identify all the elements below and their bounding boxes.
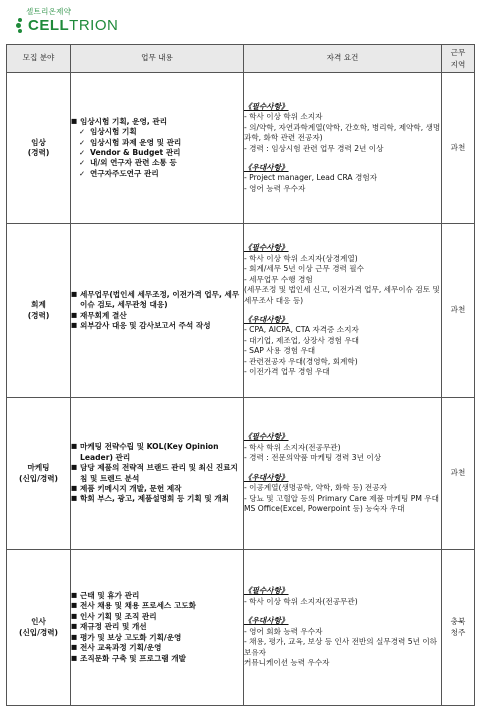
preferred-item: - CPA, AICPA, CTA 자격증 소지자 bbox=[244, 325, 359, 335]
duty-item: ■ 근태 및 휴가 관리 bbox=[71, 591, 243, 601]
company-logo bbox=[8, 6, 208, 36]
table-header-row bbox=[7, 45, 475, 73]
section-spacer bbox=[244, 154, 441, 163]
required-item: - 학사 이상 학위 소지자(전공무관) bbox=[244, 596, 358, 606]
duty-subitem: ✓ 임상시험 과제 운영 및 관리 bbox=[71, 138, 243, 148]
duty-item: ■ 학회 부스, 광고, 제품설명회 등 기획 및 개최 bbox=[71, 494, 243, 504]
duty-item: ■ 평가 및 보상 고도화 기획/운영 bbox=[71, 633, 243, 643]
table-row bbox=[7, 73, 475, 224]
section-spacer bbox=[244, 306, 441, 315]
qualifications-cell bbox=[244, 73, 442, 224]
required-item: - 의/약학, 자연과학계열(약학, 간호학, 병리학, 제약학, 생명과학, 화학 관련 전공자) bbox=[244, 122, 441, 143]
location-cell: 충북 청주 bbox=[442, 550, 475, 706]
duty-item: ■ 담당 제품의 전략적 브랜드 관리 및 최신 진료지침 및 트렌드 분석 bbox=[71, 463, 243, 484]
qualifications-cell bbox=[244, 224, 442, 398]
preferred-item: - 당뇨 및 고혈압 등의 Primary Care 제품 마케팅 PM 우대 bbox=[244, 493, 439, 503]
required-item: - 학사 학위 소지자(전공무관) bbox=[244, 442, 341, 452]
duty-item: ■ 재무회계 결산 bbox=[71, 311, 243, 321]
required-item: - 세무업무 수행 경험 bbox=[244, 274, 313, 284]
field-cell: 인사 (신입/경력) bbox=[7, 550, 71, 706]
preferred-item: - 대기업, 제조업, 상장사 경험 우대 bbox=[244, 335, 359, 345]
duties-cell bbox=[71, 224, 244, 398]
duties-cell bbox=[71, 550, 244, 706]
required-item: - 학사 이상 학위 소지자(상경계열) bbox=[244, 253, 358, 263]
duties-cell bbox=[71, 398, 244, 550]
logo-mark bbox=[16, 18, 25, 34]
logo-text: CELLTRION bbox=[28, 17, 119, 34]
table-row bbox=[7, 550, 475, 706]
duty-item: ■ 마케팅 전략수립 및 KOL(Key Opinion Leader) 관리 bbox=[71, 442, 243, 463]
required-item: - 학사 이상 학위 소지자 bbox=[244, 112, 323, 122]
duty-item: ■ 인사 기획 및 조직 관리 bbox=[71, 612, 243, 622]
preferred-item: - 관련전공자 우대(경영학, 회계학) bbox=[244, 356, 358, 366]
location-cell: 과천 bbox=[442, 73, 475, 224]
header-qualifications: 자격 요건 bbox=[244, 45, 442, 73]
logo-subtitle: 셀트리온제약 bbox=[26, 7, 72, 16]
duty-subitem: ✓ 임상시험 기획 bbox=[71, 127, 243, 137]
preferred-item: MS Office(Excel, Powerpoint 등) 능숙자 우대 bbox=[244, 504, 405, 514]
table-row bbox=[7, 224, 475, 398]
preferred-item: - SAP 사용 경험 우대 bbox=[244, 346, 316, 356]
required-heading: 《필수사항》 bbox=[244, 243, 289, 253]
preferred-heading: 《우대사항》 bbox=[244, 616, 289, 626]
qualifications-cell bbox=[244, 550, 442, 706]
section-spacer bbox=[244, 464, 441, 473]
preferred-heading: 《우대사항》 bbox=[244, 162, 289, 172]
preferred-heading: 《우대사항》 bbox=[244, 472, 289, 482]
required-heading: 《필수사항》 bbox=[244, 101, 289, 111]
required-heading: 《필수사항》 bbox=[244, 586, 289, 596]
duty-subitem: ✓ 연구자주도연구 관리 bbox=[71, 169, 243, 179]
required-item: - 경력 : 임상시험 관련 업무 경력 2년 이상 bbox=[244, 143, 384, 153]
field-cell: 회계 (경력) bbox=[7, 224, 71, 398]
preferred-item: - 이전가격 업무 경험 우대 bbox=[244, 367, 330, 377]
duty-item: ■ 조직문화 구축 및 프로그램 개발 bbox=[71, 654, 243, 664]
duties-cell bbox=[71, 73, 244, 224]
preferred-item: - Project manager, Lead CRA 경험자 bbox=[244, 173, 378, 183]
header-duties: 업무 내용 bbox=[71, 45, 244, 73]
preferred-item: - 채용, 평가, 교육, 보상 등 인사 전반의 실무경력 5년 이하 보유자 bbox=[244, 637, 437, 657]
duty-subitem: ✓ Vendor & Budget 관리 bbox=[71, 148, 243, 158]
duty-item: ■ 제품 키메시지 개발, 문헌 제작 bbox=[71, 484, 243, 494]
duty-item: ■ 전사 교육과정 기획/운영 bbox=[71, 643, 243, 653]
table-row bbox=[7, 398, 475, 550]
preferred-item: - 영어 능력 우수자 bbox=[244, 183, 306, 193]
duty-item: ■ 재규정 관리 및 개선 bbox=[71, 622, 243, 632]
location-cell: 과천 bbox=[442, 398, 475, 550]
recruitment-table bbox=[6, 44, 475, 706]
duty-item: ■ 전사 채용 및 채용 프로세스 고도화 bbox=[71, 601, 243, 611]
duty-item: ■ 세무업무(법인세 세무조정, 이전가격 업무, 세무이슈 검토, 세무관청 대응) bbox=[71, 290, 243, 311]
duty-subitem: ✓ 내/외 연구자 관련 소통 등 bbox=[71, 158, 243, 168]
preferred-heading: 《우대사항》 bbox=[244, 315, 289, 324]
field-cell: 임상 (경력) bbox=[7, 73, 71, 224]
preferred-item: - 이공계열(생명공학, 약학, 화학 등) 전공자 bbox=[244, 483, 387, 493]
duty-item: ■ 외부감사 대응 및 감사보고서 주석 작성 bbox=[71, 321, 243, 331]
section-spacer bbox=[244, 607, 441, 616]
required-item: - 회계/세무 5년 이상 근무 경력 필수 bbox=[244, 264, 364, 274]
preferred-item: - 영어 회화 능력 우수자 bbox=[244, 626, 323, 636]
location-cell: 과천 bbox=[442, 224, 475, 398]
preferred-item: 커뮤니케이션 능력 우수자 bbox=[244, 658, 330, 668]
duty-item: ■ 임상시험 기획, 운영, 관리 bbox=[71, 117, 243, 127]
header-location: 근무 지역 bbox=[442, 45, 475, 73]
required-heading: 《필수사항》 bbox=[244, 432, 289, 442]
required-item: - 경력 : 전문의약품 마케팅 경력 3년 이상 bbox=[244, 453, 382, 463]
required-item: (세무조정 및 법인세 신고, 이전가격 업무, 세무이슈 검토 및 세무조사 대응 등) bbox=[244, 285, 440, 305]
qualifications-cell bbox=[244, 398, 442, 550]
header-field: 모집 분야 bbox=[7, 45, 71, 73]
field-cell: 마케팅 (신입/경력) bbox=[7, 398, 71, 550]
